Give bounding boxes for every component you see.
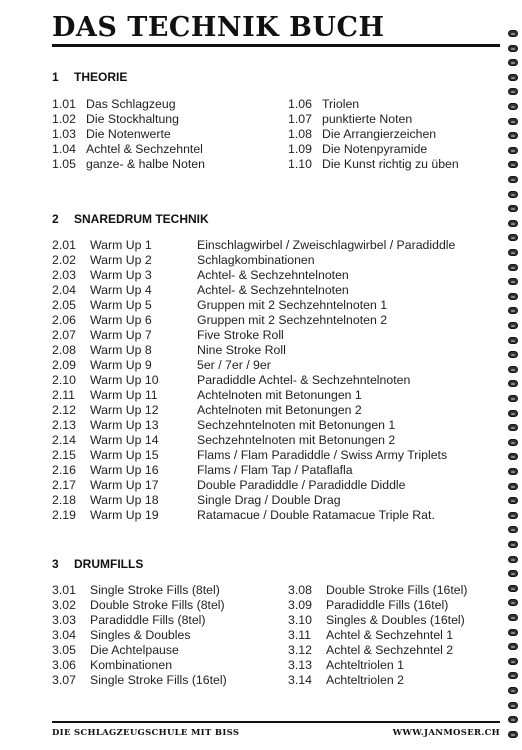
entry-warmup: Warm Up 4 xyxy=(90,283,152,297)
binding-ring xyxy=(508,176,518,183)
entry-title: Paradiddle Fills (16tel) xyxy=(326,598,449,612)
toc-entry xyxy=(288,613,506,628)
binding-ring xyxy=(508,731,518,738)
entry-title: Die Arrangierzeichen xyxy=(322,127,437,141)
toc-entry xyxy=(288,583,506,598)
footer-school-name: DIE SCHLAGZEUGSCHULE MIT BISS xyxy=(52,728,240,738)
binding-ring xyxy=(508,439,518,446)
binding-ring xyxy=(508,249,518,256)
toc-entry xyxy=(288,112,502,127)
entry-number: 2.09 xyxy=(52,358,76,372)
binding-ring xyxy=(508,483,518,490)
entry-title: Die Stockhaltung xyxy=(86,112,179,126)
section-number: 2 xyxy=(52,212,59,226)
toc-entry xyxy=(52,388,457,403)
toc-entry xyxy=(52,673,270,688)
entry-description: Nine Stroke Roll xyxy=(197,343,286,357)
entry-number: 3.14 xyxy=(288,673,312,687)
binding-ring xyxy=(508,395,518,402)
entry-number: 2.15 xyxy=(52,448,76,462)
toc-entry xyxy=(52,628,270,643)
entry-number: 2.04 xyxy=(52,283,76,297)
entry-description: Sechzehntelnoten mit Betonungen 1 xyxy=(197,418,396,432)
entry-description: Schlagkombinationen xyxy=(197,253,315,267)
binding-ring xyxy=(508,337,518,344)
binding-ring xyxy=(508,132,518,139)
binding-ring xyxy=(508,512,518,519)
toc-entry xyxy=(288,643,506,658)
binding-ring xyxy=(508,351,518,358)
toc-entry xyxy=(288,142,502,157)
binding-ring xyxy=(508,658,518,665)
entry-title: Paradiddle Fills (8tel) xyxy=(90,613,206,627)
entry-description: 5er / 7er / 9er xyxy=(197,358,271,372)
entry-title: Das Schlagzeug xyxy=(86,97,176,111)
toc-entry xyxy=(288,673,506,688)
binding-ring xyxy=(508,380,518,387)
entry-number: 3.03 xyxy=(52,613,76,627)
entry-description: Achtel- & Sechzehntelnoten xyxy=(197,283,349,297)
entry-title: Achteltriolen 1 xyxy=(326,658,404,672)
entry-warmup: Warm Up 18 xyxy=(90,493,159,507)
entry-description: Gruppen mit 2 Sechzehntelnoten 2 xyxy=(197,313,388,327)
entry-title: Kombinationen xyxy=(90,658,173,672)
entry-number: 2.07 xyxy=(52,328,76,342)
entry-warmup: Warm Up 6 xyxy=(90,313,152,327)
toc-entry xyxy=(52,403,457,418)
entry-number: 2.18 xyxy=(52,493,76,507)
entry-warmup: Warm Up 8 xyxy=(90,343,152,357)
binding-ring xyxy=(508,118,518,125)
toc-entry xyxy=(52,313,457,328)
title-underline xyxy=(52,44,500,47)
section-number: 3 xyxy=(52,557,59,571)
entry-number: 2.11 xyxy=(52,388,76,402)
entry-number: 2.12 xyxy=(52,403,76,417)
binding-ring xyxy=(508,629,518,636)
toc-entry xyxy=(52,112,266,127)
entry-number: 1.04 xyxy=(52,142,76,156)
toc-entry xyxy=(52,508,457,523)
binding-ring xyxy=(508,497,518,504)
entry-number: 2.16 xyxy=(52,463,76,477)
binding-ring xyxy=(508,526,518,533)
binding-ring xyxy=(508,424,518,431)
binding-ring xyxy=(508,702,518,709)
entry-number: 3.13 xyxy=(288,658,312,672)
binding-ring xyxy=(508,322,518,329)
toc-entry xyxy=(52,328,457,343)
entry-number: 2.10 xyxy=(52,373,76,387)
entry-title: Achtel & Sechzehntel xyxy=(86,142,203,156)
entry-number: 2.13 xyxy=(52,418,76,432)
entry-number: 1.05 xyxy=(52,157,76,171)
toc-entry xyxy=(52,643,270,658)
binding-ring xyxy=(508,410,518,417)
binding-ring xyxy=(508,570,518,577)
toc-entry xyxy=(52,373,457,388)
entry-number: 1.06 xyxy=(288,97,312,111)
entry-warmup: Warm Up 3 xyxy=(90,268,152,282)
entry-number: 3.12 xyxy=(288,643,312,657)
section-title: SNAREDRUM TECHNIK xyxy=(74,212,209,226)
toc-entry xyxy=(52,598,270,613)
entry-number: 2.01 xyxy=(52,238,76,252)
toc-entry xyxy=(288,598,506,613)
binding-ring xyxy=(508,453,518,460)
entry-number: 2.19 xyxy=(52,508,76,522)
section-heading-drumfills xyxy=(52,557,143,571)
toc-entry xyxy=(52,448,457,463)
entry-title: Die Kunst richtig zu üben xyxy=(322,157,459,171)
entry-warmup: Warm Up 14 xyxy=(90,433,159,447)
toc-entry xyxy=(52,478,457,493)
entry-warmup: Warm Up 1 xyxy=(90,238,152,252)
entry-number: 3.07 xyxy=(52,673,76,687)
entry-description: Sechzehntelnoten mit Betonungen 2 xyxy=(197,433,396,447)
entry-title: Achteltriolen 2 xyxy=(326,673,404,687)
section-heading-snaredrum xyxy=(52,212,209,226)
entry-number: 1.01 xyxy=(52,97,76,111)
section-title: THEORIE xyxy=(74,70,128,84)
section-number: 1 xyxy=(52,70,59,84)
toc-entry xyxy=(52,157,266,172)
binding-ring xyxy=(508,205,518,212)
entry-title: Die Notenwerte xyxy=(86,127,171,141)
entry-description: Einschlagwirbel / Zweischlagwirbel / Paradiddle xyxy=(197,238,456,252)
toc-entry xyxy=(52,268,457,283)
binding-ring xyxy=(508,293,518,300)
toc-entry xyxy=(52,283,457,298)
entry-warmup: Warm Up 7 xyxy=(90,328,152,342)
entry-title: Achtel & Sechzehntel 1 xyxy=(326,628,454,642)
toc-entry xyxy=(52,238,457,253)
binding-ring xyxy=(508,103,518,110)
entry-description: Achtel- & Sechzehntelnoten xyxy=(197,268,349,282)
entry-description: Five Stroke Roll xyxy=(197,328,284,342)
entry-number: 2.03 xyxy=(52,268,76,282)
entry-number: 2.08 xyxy=(52,343,76,357)
footer-website: WWW.JANMOSER.CH xyxy=(392,728,500,738)
entry-number: 1.03 xyxy=(52,127,76,141)
entry-title: punktierte Noten xyxy=(322,112,413,126)
binding-ring xyxy=(508,585,518,592)
binding-ring xyxy=(508,643,518,650)
toc-entry xyxy=(52,343,457,358)
binding-ring xyxy=(508,45,518,52)
entry-number: 3.05 xyxy=(52,643,76,657)
footer-rule xyxy=(52,721,500,723)
entry-warmup: Warm Up 13 xyxy=(90,418,159,432)
entry-warmup: Warm Up 11 xyxy=(90,388,158,402)
entry-number: 1.08 xyxy=(288,127,312,141)
entry-description: Double Paradiddle / Paradiddle Diddle xyxy=(197,478,406,492)
entry-title: Singles & Doubles xyxy=(90,628,191,642)
entry-number: 3.08 xyxy=(288,583,312,597)
toc-entry xyxy=(288,157,502,172)
binding-ring xyxy=(508,599,518,606)
binding-ring xyxy=(508,191,518,198)
toc-entry xyxy=(52,418,457,433)
entry-description: Gruppen mit 2 Sechzehntelnoten 1 xyxy=(197,298,388,312)
entry-title: Die Achtelpause xyxy=(90,643,179,657)
entry-number: 1.10 xyxy=(288,157,312,171)
entry-description: Achtelnoten mit Betonungen 1 xyxy=(197,388,362,402)
entry-description: Ratamacue / Double Ratamacue Triple Rat. xyxy=(197,508,435,522)
entry-title: Single Stroke Fills (16tel) xyxy=(90,673,227,687)
binding-ring xyxy=(508,278,518,285)
entry-title: Triolen xyxy=(322,97,360,111)
binding-ring xyxy=(508,366,518,373)
binding-ring xyxy=(508,88,518,95)
binding-ring xyxy=(508,716,518,723)
entry-warmup: Warm Up 9 xyxy=(90,358,152,372)
binding-ring xyxy=(508,556,518,563)
binding-ring xyxy=(508,672,518,679)
toc-entry xyxy=(52,433,457,448)
toc-entry xyxy=(52,97,266,112)
entry-warmup: Warm Up 10 xyxy=(90,373,159,387)
entry-warmup: Warm Up 17 xyxy=(90,478,159,492)
entry-warmup: Warm Up 19 xyxy=(90,508,159,522)
entry-number: 3.04 xyxy=(52,628,76,642)
toc-entry xyxy=(288,658,506,673)
binding-ring xyxy=(508,30,518,37)
toc-entry xyxy=(288,97,502,112)
toc-entry xyxy=(52,142,266,157)
entry-number: 3.09 xyxy=(288,598,312,612)
entry-number: 2.05 xyxy=(52,298,76,312)
toc-entry xyxy=(52,658,270,673)
entry-number: 2.02 xyxy=(52,253,76,267)
entry-warmup: Warm Up 15 xyxy=(90,448,159,462)
binding-ring xyxy=(508,307,518,314)
toc-entry xyxy=(52,253,457,268)
entry-warmup: Warm Up 12 xyxy=(90,403,159,417)
toc-entry xyxy=(52,583,270,598)
entry-title: ganze- & halbe Noten xyxy=(86,157,205,171)
section-title: DRUMFILLS xyxy=(74,557,144,571)
entry-description: Paradiddle Achtel- & Sechzehntelnoten xyxy=(197,373,411,387)
binding-ring xyxy=(508,220,518,227)
entry-description: Flams / Flam Paradiddle / Swiss Army Triplets xyxy=(197,448,448,462)
entry-number: 3.11 xyxy=(288,628,312,642)
entry-number: 1.07 xyxy=(288,112,312,126)
binding-ring xyxy=(508,147,518,154)
binding-ring xyxy=(508,264,518,271)
binding-ring xyxy=(508,687,518,694)
entry-number: 3.02 xyxy=(52,598,76,612)
entry-title: Double Stroke Fills (8tel) xyxy=(90,598,225,612)
binding-ring xyxy=(508,234,518,241)
binding-ring xyxy=(508,614,518,621)
entry-description: Flams / Flam Tap / Pataflafla xyxy=(197,463,353,477)
binding-ring xyxy=(508,59,518,66)
page-title: DAS TECHNIK BUCH xyxy=(52,12,385,43)
toc-entry xyxy=(288,127,502,142)
toc-entry xyxy=(52,127,266,142)
binding-ring xyxy=(508,161,518,168)
entry-number: 2.14 xyxy=(52,433,76,447)
entry-number: 3.01 xyxy=(52,583,76,597)
entry-description: Achtelnoten mit Betonungen 2 xyxy=(197,403,362,417)
entry-number: 3.06 xyxy=(52,658,76,672)
entry-number: 1.09 xyxy=(288,142,312,156)
binding-ring xyxy=(508,468,518,475)
toc-entry xyxy=(52,613,270,628)
entry-title: Double Stroke Fills (16tel) xyxy=(326,583,468,597)
entry-warmup: Warm Up 16 xyxy=(90,463,159,477)
entry-title: Die Notenpyramide xyxy=(322,142,428,156)
entry-number: 3.10 xyxy=(288,613,312,627)
entry-title: Achtel & Sechzehntel 2 xyxy=(326,643,454,657)
toc-entry xyxy=(52,463,457,478)
toc-entry xyxy=(52,298,457,313)
toc-entry xyxy=(52,358,457,373)
entry-warmup: Warm Up 2 xyxy=(90,253,152,267)
section-heading-theorie xyxy=(52,70,127,84)
toc-entry xyxy=(52,493,457,508)
entry-warmup: Warm Up 5 xyxy=(90,298,152,312)
binding-ring xyxy=(508,74,518,81)
toc-entry xyxy=(288,628,506,643)
entry-title: Single Stroke Fills (8tel) xyxy=(90,583,220,597)
entry-title: Singles & Doubles (16tel) xyxy=(326,613,465,627)
entry-number: 1.02 xyxy=(52,112,76,126)
spiral-binding xyxy=(508,30,522,750)
binding-ring xyxy=(508,541,518,548)
entry-number: 2.06 xyxy=(52,313,76,327)
entry-number: 2.17 xyxy=(52,478,76,492)
entry-description: Single Drag / Double Drag xyxy=(197,493,341,507)
